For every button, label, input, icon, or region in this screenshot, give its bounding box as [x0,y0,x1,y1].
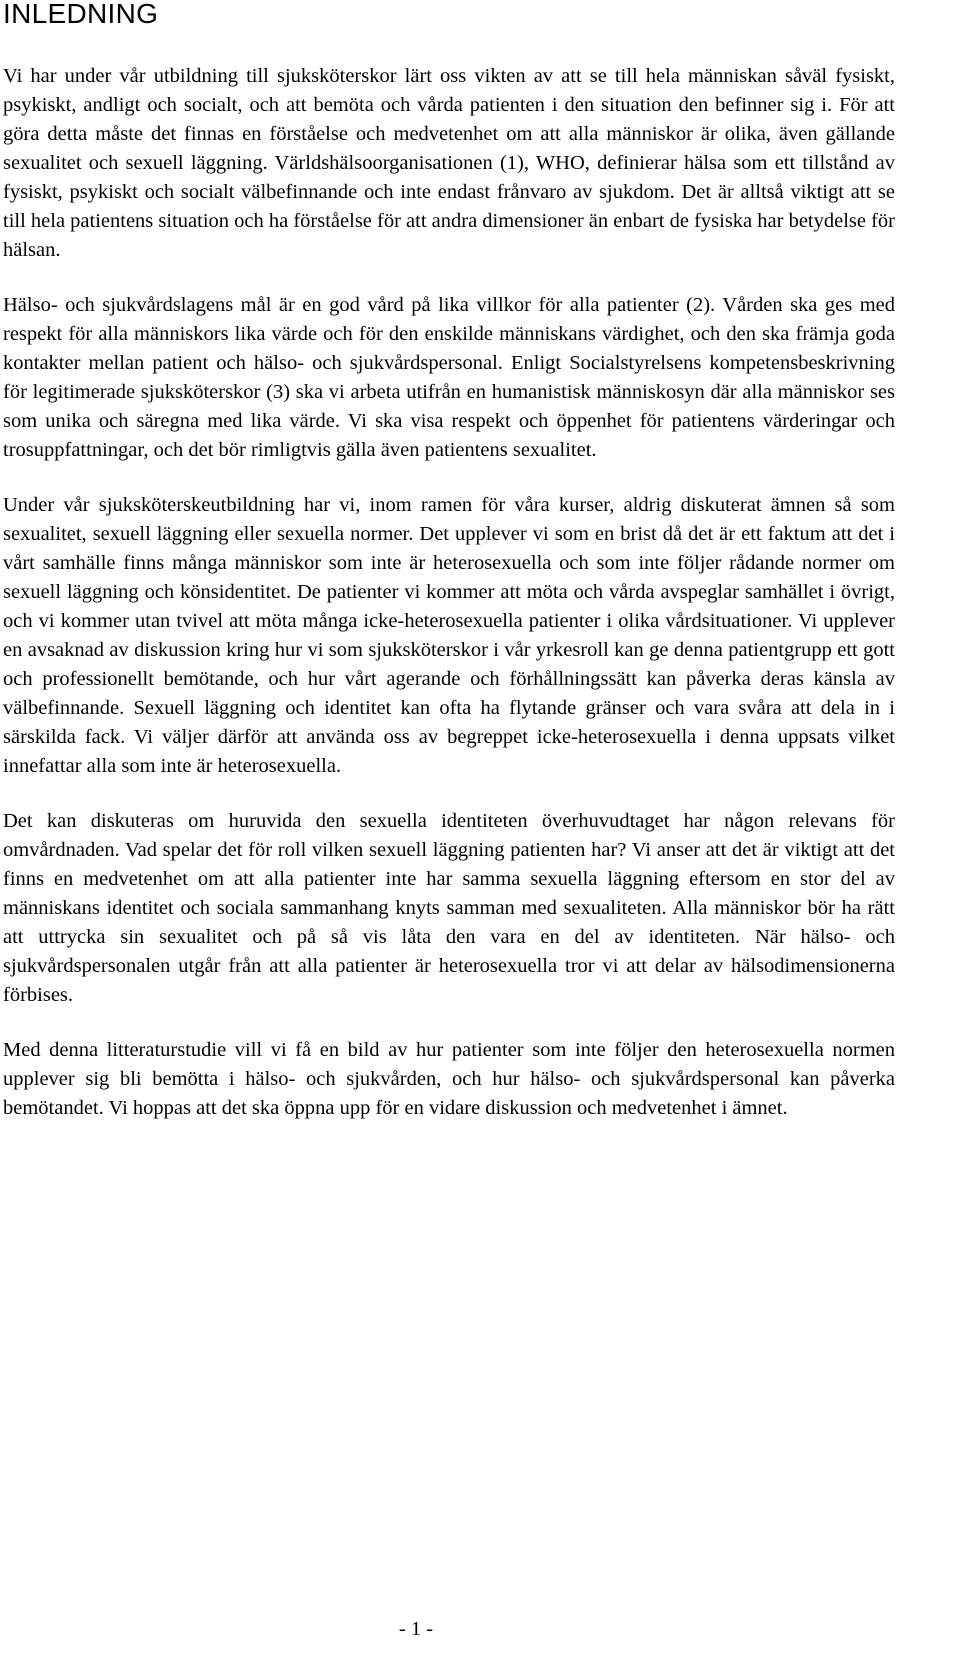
page-number: - 1 - [398,1618,434,1640]
section-heading: INLEDNING [3,0,159,29]
paragraph-1: Vi har under vår utbildning till sjuksköterskor lärt oss vikten av att se till hela människan såväl fysiskt, psykiskt, andligt och socialt, och att bemöta och vårda patienten i den situation den befinner sig i. För att göra detta måste det finnas en förståelse och medvetenhet om att alla människor är olika, även gällande sexualitet och sexuell läggning. Världshälsoorganisationen (1), WHO, definierar hälsa som ett tillstånd av fysiskt, psykiskt och socialt välbefinnande och inte endast frånvaro av sjukdom. Det är alltså viktigt att se till hela patientens situation och ha förståelse för att andra dimensioner än enbart de fysiska har betydelse för hälsan. [3,65,896,261]
paragraph-2: Hälso- och sjukvårdslagens mål är en god vård på lika villkor för alla patienter (2). Vården ska ges med respekt för alla människors lika värde och för den enskilde människans värdighet, och den ska främja goda kontakter mellan patient och hälso- och sjukvårdspersonal. Enligt Socialstyrelsens kompetensbeskrivning för legitimerade sjuksköterskor (3) ska vi arbeta utifrån en humanistisk människosyn där alla människor ses som unika och säregna med lika värde. Vi ska visa respekt och öppenhet för patientens värderingar och trosuppfattningar, och det bör rimligtvis gälla även patientens sexualitet. [3,294,895,461]
paragraph-5: Med denna litteraturstudie vill vi få en bild av hur patienter som inte följer den heterosexuella normen upplever sig bli bemötta i hälso- och sjukvården, och hur hälso- och sjukvårdspersonal kan påverka bemötandet. Vi hoppas att det ska öppna upp för en vidare diskussion och medvetenhet i ämnet. [3,1039,895,1119]
paragraph-4: Det kan diskuteras om huruvida den sexuella identiteten överhuvudtaget har någon relevans för omvårdnaden. Vad spelar det för roll vilken sexuell läggning patienten har? Vi anser att det är viktigt att det finns en medvetenhet om att alla patienter inte har samma sexuella läggning eftersom en stor del av människans identitet och sociala sammanhang knyts samman med sexualiteten. Alla människor bör ha rätt att uttrycka sin sexualitet och på så vis låta den vara en del av identiteten. När hälso- och sjukvårdspersonalen utgår från att alla patienter är heterosexuella tror vi att delar av hälsodimensionerna förbises. [3,810,895,1006]
body-text [3,62,895,1123]
paragraph-3: Under vår sjuksköterskeutbildning har vi, inom ramen för våra kurser, aldrig diskuterat ämnen så som sexualitet, sexuell läggning eller sexuella normer. Det upplever vi som en brist då det är ett faktum att det i vårt samhälle finns många människor som inte är heterosexuella och som inte följer rådande normer om sexuell läggning och könsidentitet. De patienter vi kommer att möta och vårda avspeglar samhället i övrigt, och vi kommer utan tvivel att möta många icke-heterosexuella patienter i olika vårdsituationer. Vi upplever en avsaknad av diskussion kring hur vi som sjuksköterskor i vår yrkesroll kan ge denna patientgrupp ett gott och professionellt bemötande, och hur vårt agerande och förhållningssätt kan påverka deras känsla av välbefinnande. Sexuell läggning och identitet kan ofta ha flytande gränser och vara svåra att dela in i särskilda fack. Vi väljer därför att använda oss av begreppet icke-heterosexuella i denna uppsats vilket innefattar alla som inte är heterosexuella. [3,494,895,777]
